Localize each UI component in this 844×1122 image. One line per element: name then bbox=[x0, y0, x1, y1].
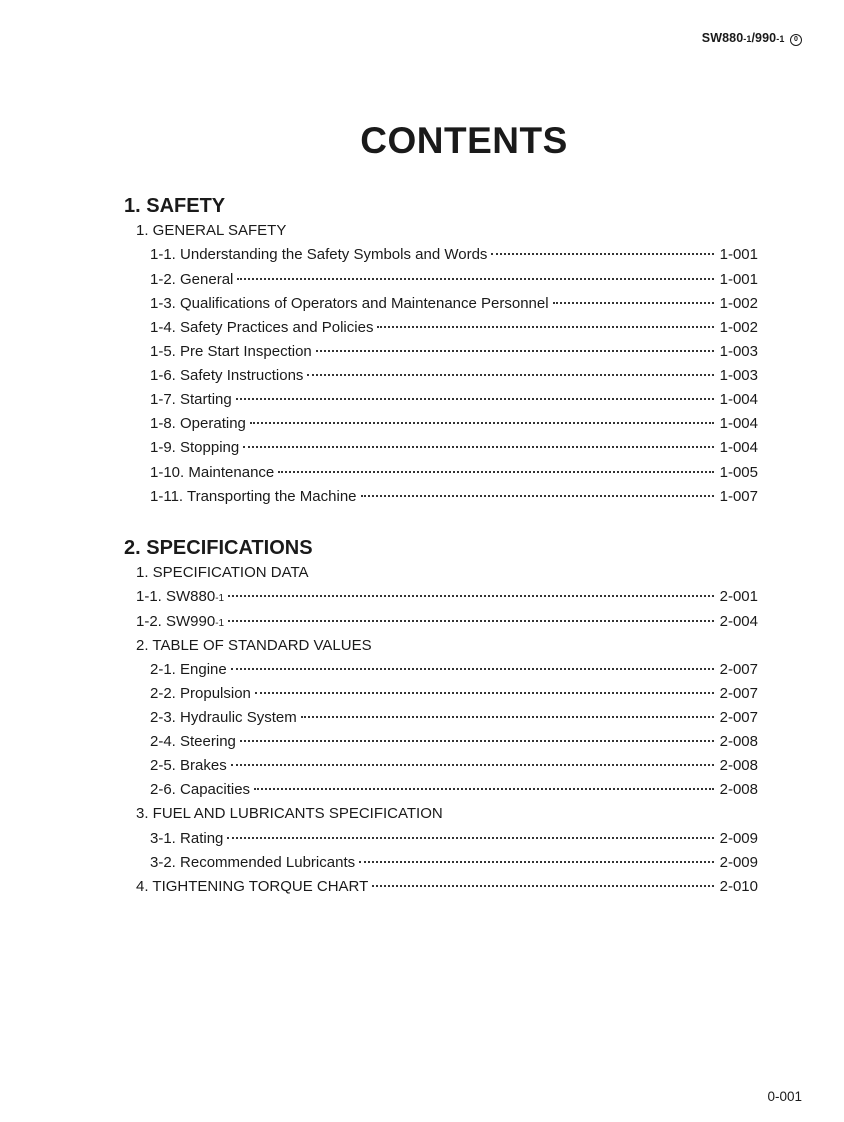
toc-row[interactable] bbox=[150, 295, 758, 315]
leader-dots bbox=[278, 471, 713, 473]
toc-page: 2-008 bbox=[719, 757, 758, 774]
page-number: 0-001 bbox=[767, 1089, 802, 1104]
toc-label: 1-5. Pre Start Inspection bbox=[150, 343, 312, 360]
code-sub2: -1 bbox=[776, 34, 785, 44]
toc-page: 1-002 bbox=[719, 295, 758, 312]
toc-label-suffix: -1 bbox=[215, 618, 225, 629]
leader-dots bbox=[377, 326, 713, 328]
leader-dots bbox=[361, 495, 714, 497]
toc-label-main: 1-2. SW990 bbox=[136, 613, 216, 630]
toc-row-torque-chart[interactable] bbox=[136, 878, 758, 898]
toc-label: 3-2. Recommended Lubricants bbox=[150, 854, 356, 871]
toc-page: 2-008 bbox=[719, 781, 758, 798]
toc-label: 1-3. Qualifications of Operators and Maintenance Personnel bbox=[150, 295, 549, 312]
toc-row[interactable] bbox=[150, 391, 758, 411]
toc-label: 3-1. Rating bbox=[150, 830, 224, 847]
subheading-specification-data: 1. SPECIFICATION DATA bbox=[136, 564, 309, 581]
toc-row[interactable] bbox=[150, 854, 758, 874]
leader-dots bbox=[255, 692, 714, 694]
leader-dots bbox=[316, 350, 714, 352]
toc-row[interactable] bbox=[136, 588, 758, 608]
subheading-standard-values: 2. TABLE OF STANDARD VALUES bbox=[136, 637, 372, 654]
toc-page: 1-003 bbox=[719, 367, 758, 384]
code-prefix: SW880 bbox=[701, 31, 744, 45]
leader-dots bbox=[243, 446, 713, 448]
toc-row[interactable] bbox=[150, 685, 758, 705]
toc-label: 2-4. Steering bbox=[150, 733, 236, 750]
subheading-general-safety: 1. GENERAL SAFETY bbox=[136, 222, 287, 239]
toc-label bbox=[136, 613, 224, 630]
leader-dots bbox=[307, 374, 713, 376]
toc-label: 2-3. Hydraulic System bbox=[150, 709, 297, 726]
toc-label: 1-10. Maintenance bbox=[150, 464, 275, 481]
toc-row[interactable] bbox=[150, 439, 758, 459]
toc-row[interactable] bbox=[150, 367, 758, 387]
toc-label: 1-9. Stopping bbox=[150, 439, 240, 456]
toc-label bbox=[136, 588, 224, 605]
leader-dots bbox=[236, 398, 714, 400]
toc-row[interactable] bbox=[150, 757, 758, 777]
toc-label: 1-2. General bbox=[150, 271, 234, 288]
document-code bbox=[702, 31, 802, 46]
subheading-fuel-lubricants: 3. FUEL AND LUBRICANTS SPECIFICATION bbox=[136, 805, 443, 822]
revision-circle-icon: 0 bbox=[790, 34, 802, 46]
toc-row[interactable] bbox=[136, 613, 758, 633]
toc-page: 1-001 bbox=[719, 271, 758, 288]
toc-label-suffix: -1 bbox=[215, 593, 225, 604]
toc-row[interactable] bbox=[150, 488, 758, 508]
leader-dots bbox=[254, 788, 714, 790]
leader-dots bbox=[372, 885, 713, 887]
leader-dots bbox=[553, 302, 714, 304]
page-title: CONTENTS bbox=[360, 120, 568, 161]
leader-dots bbox=[301, 716, 714, 718]
toc-label: 2-1. Engine bbox=[150, 661, 227, 678]
toc-page: 1-005 bbox=[719, 464, 758, 481]
toc-label: 1-8. Operating bbox=[150, 415, 246, 432]
leader-dots bbox=[228, 620, 714, 622]
toc-page: 1-002 bbox=[719, 319, 758, 336]
section-heading-specifications: 2. SPECIFICATIONS bbox=[124, 537, 313, 559]
toc-row[interactable] bbox=[150, 343, 758, 363]
toc-label: 1-7. Starting bbox=[150, 391, 232, 408]
leader-dots bbox=[240, 740, 714, 742]
toc-label-main: 1-1. SW880 bbox=[136, 588, 216, 605]
toc-page: 1-004 bbox=[719, 415, 758, 432]
leader-dots bbox=[359, 861, 714, 863]
code-mid: /990 bbox=[751, 31, 777, 45]
leader-dots bbox=[231, 668, 714, 670]
toc-label: 2-6. Capacities bbox=[150, 781, 251, 798]
code-sub1: -1 bbox=[743, 34, 752, 44]
leader-dots bbox=[227, 837, 713, 839]
toc-page: 1-004 bbox=[719, 391, 758, 408]
leader-dots bbox=[250, 422, 714, 424]
toc-page: 2-010 bbox=[719, 878, 758, 895]
toc-page: 1-007 bbox=[719, 488, 758, 505]
toc-page: 2-009 bbox=[719, 854, 758, 871]
leader-dots bbox=[237, 278, 713, 280]
toc-row[interactable] bbox=[150, 271, 758, 291]
toc-page: 2-007 bbox=[719, 685, 758, 702]
toc-page: 2-001 bbox=[719, 588, 758, 605]
toc-page: 2-004 bbox=[719, 613, 758, 630]
toc-row[interactable] bbox=[150, 464, 758, 484]
section-heading-safety: 1. SAFETY bbox=[124, 195, 226, 217]
toc-page: 2-007 bbox=[719, 709, 758, 726]
toc-row[interactable] bbox=[150, 661, 758, 681]
toc-row[interactable] bbox=[150, 246, 758, 266]
toc-row[interactable] bbox=[150, 415, 758, 435]
toc-row[interactable] bbox=[150, 733, 758, 753]
toc-label: 1-1. Understanding the Safety Symbols and Words bbox=[150, 246, 488, 263]
toc-label: 4. TIGHTENING TORQUE CHART bbox=[136, 878, 369, 895]
toc-label: 1-6. Safety Instructions bbox=[150, 367, 304, 384]
toc-page: 2-008 bbox=[719, 733, 758, 750]
toc-label: 2-5. Brakes bbox=[150, 757, 227, 774]
toc-page: 1-001 bbox=[719, 246, 758, 263]
toc-label: 1-11. Transporting the Machine bbox=[150, 488, 357, 505]
toc-page: 2-007 bbox=[719, 661, 758, 678]
toc-row[interactable] bbox=[150, 781, 758, 801]
toc-page: 1-003 bbox=[719, 343, 758, 360]
leader-dots bbox=[228, 595, 714, 597]
leader-dots bbox=[231, 764, 714, 766]
toc-row[interactable] bbox=[150, 319, 758, 339]
leader-dots bbox=[491, 253, 713, 255]
toc-row[interactable] bbox=[150, 830, 758, 850]
toc-label: 2-2. Propulsion bbox=[150, 685, 251, 702]
toc-page: 1-004 bbox=[719, 439, 758, 456]
toc-page: 2-009 bbox=[719, 830, 758, 847]
toc-label: 1-4. Safety Practices and Policies bbox=[150, 319, 374, 336]
toc-row[interactable] bbox=[150, 709, 758, 729]
